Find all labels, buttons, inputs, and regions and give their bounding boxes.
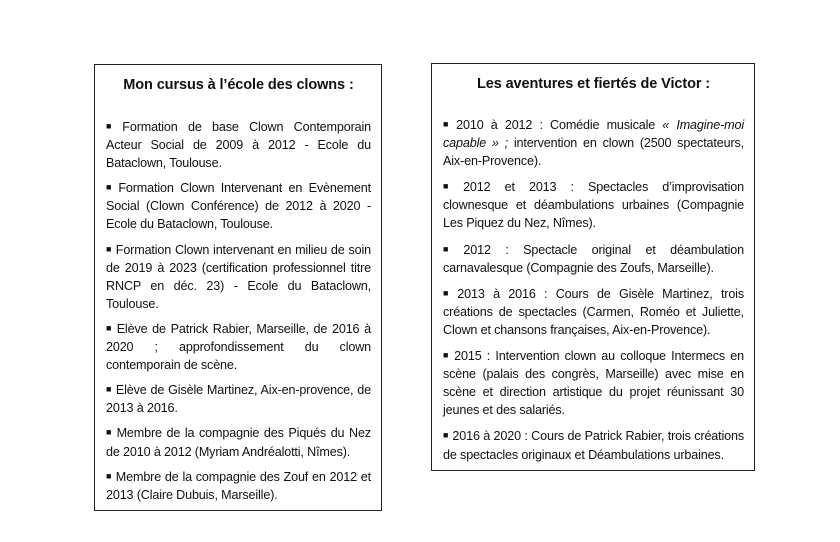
list-item	[443, 177, 744, 232]
list-item	[106, 178, 371, 233]
square-bullet-icon: ■	[106, 470, 112, 481]
list-item-text: intervention en clown (2500 spectateurs, Aix-en-Provence).	[443, 136, 744, 169]
list-item	[443, 346, 744, 419]
square-bullet-icon: ■	[106, 243, 112, 254]
square-bullet-icon: ■	[443, 350, 451, 361]
list-item	[106, 117, 371, 172]
list-item-text: 2012 et 2013 : Spectacles d’improvisation clownesque et déambulations urbaines (Compagnie Les Piquez du Nez, Nîmes).	[443, 180, 744, 231]
list-item-text: Elève de Gisèle Martinez, Aix-en-provence, de 2013 à 2016.	[106, 383, 371, 416]
list-item-text: 2016 à 2020 : Cours de Patrick Rabier, trois créations de spectacles originaux et Déambulations urbaines.	[443, 429, 745, 462]
list-item-text: Formation de base Clown Contemporain Acteur Social de 2009 à 2012 - Ecole du Bataclown, Toulouse.	[106, 120, 371, 171]
list-item-text: 2012 : Spectacle original et déambulation carnavalesque (Compagnie des Zoufs, Marseille).	[443, 242, 744, 275]
left-box-title: Mon cursus à l’école des clowns :	[123, 77, 354, 93]
square-bullet-icon: ■	[443, 243, 460, 254]
list-item	[106, 380, 371, 417]
list-item-text: Membre de la compagnie des Piqués du Nez de 2010 à 2012 (Myriam Andréalotti, Nîmes).	[106, 426, 371, 459]
square-bullet-icon: ■	[443, 287, 454, 298]
show-title: « Imagine-moi capable » ;	[443, 118, 744, 151]
left-list	[106, 117, 371, 504]
list-item	[443, 426, 744, 463]
square-bullet-icon: ■	[443, 430, 449, 441]
square-bullet-icon: ■	[106, 121, 119, 131]
square-bullet-icon: ■	[106, 384, 112, 395]
list-item-text: 2015 : Intervention clown au colloque Intermecs en scène (palais des congrès, Marseille) avec mise en scène et direction artistique du projet réunissant 30 jeunes et des salariés.	[443, 349, 745, 418]
square-bullet-icon: ■	[106, 427, 113, 438]
right-list	[443, 115, 744, 464]
list-item	[443, 284, 744, 339]
list-item	[106, 423, 371, 460]
list-item-text: Formation Clown Intervenant en Evènement Social (Clown Conférence) de 2012 à 2020 - Ecole du Bataclown, Toulouse.	[106, 181, 371, 232]
square-bullet-icon: ■	[106, 182, 115, 193]
square-bullet-icon: ■	[443, 181, 460, 192]
left-cursus-box	[94, 64, 382, 511]
list-item	[106, 467, 371, 504]
list-item-text: Elève de Patrick Rabier, Marseille, de 2016 à 2020 ; approfondissement du clown contemporain de scène.	[106, 321, 371, 373]
list-item	[443, 115, 744, 170]
square-bullet-icon: ■	[106, 322, 113, 333]
list-item-text: Formation Clown intervenant en milieu de soin de 2019 à 2023 (certification professionnel titre RNCP en déc. 23) - Ecole du Bataclown, Toulouse.	[106, 242, 371, 311]
list-item	[106, 319, 371, 374]
list-item-text: Membre de la compagnie des Zouf en 2012 et 2013 (Claire Dubuis, Marseille).	[106, 469, 371, 502]
list-item-text: 2013 à 2016 : Cours de Gisèle Martinez, trois créations de spectacles (Carmen, Roméo et Juliette, Clown et chansons françaises, Aix-en-Provence).	[443, 286, 744, 337]
square-bullet-icon: ■	[443, 119, 453, 129]
right-adventures-box	[431, 63, 755, 471]
list-item	[106, 240, 371, 313]
right-box-title: Les aventures et fiertés de Victor :	[476, 76, 711, 92]
list-item-text: 2010 à 2012 : Comédie musicale	[456, 118, 663, 132]
list-item	[443, 240, 744, 277]
